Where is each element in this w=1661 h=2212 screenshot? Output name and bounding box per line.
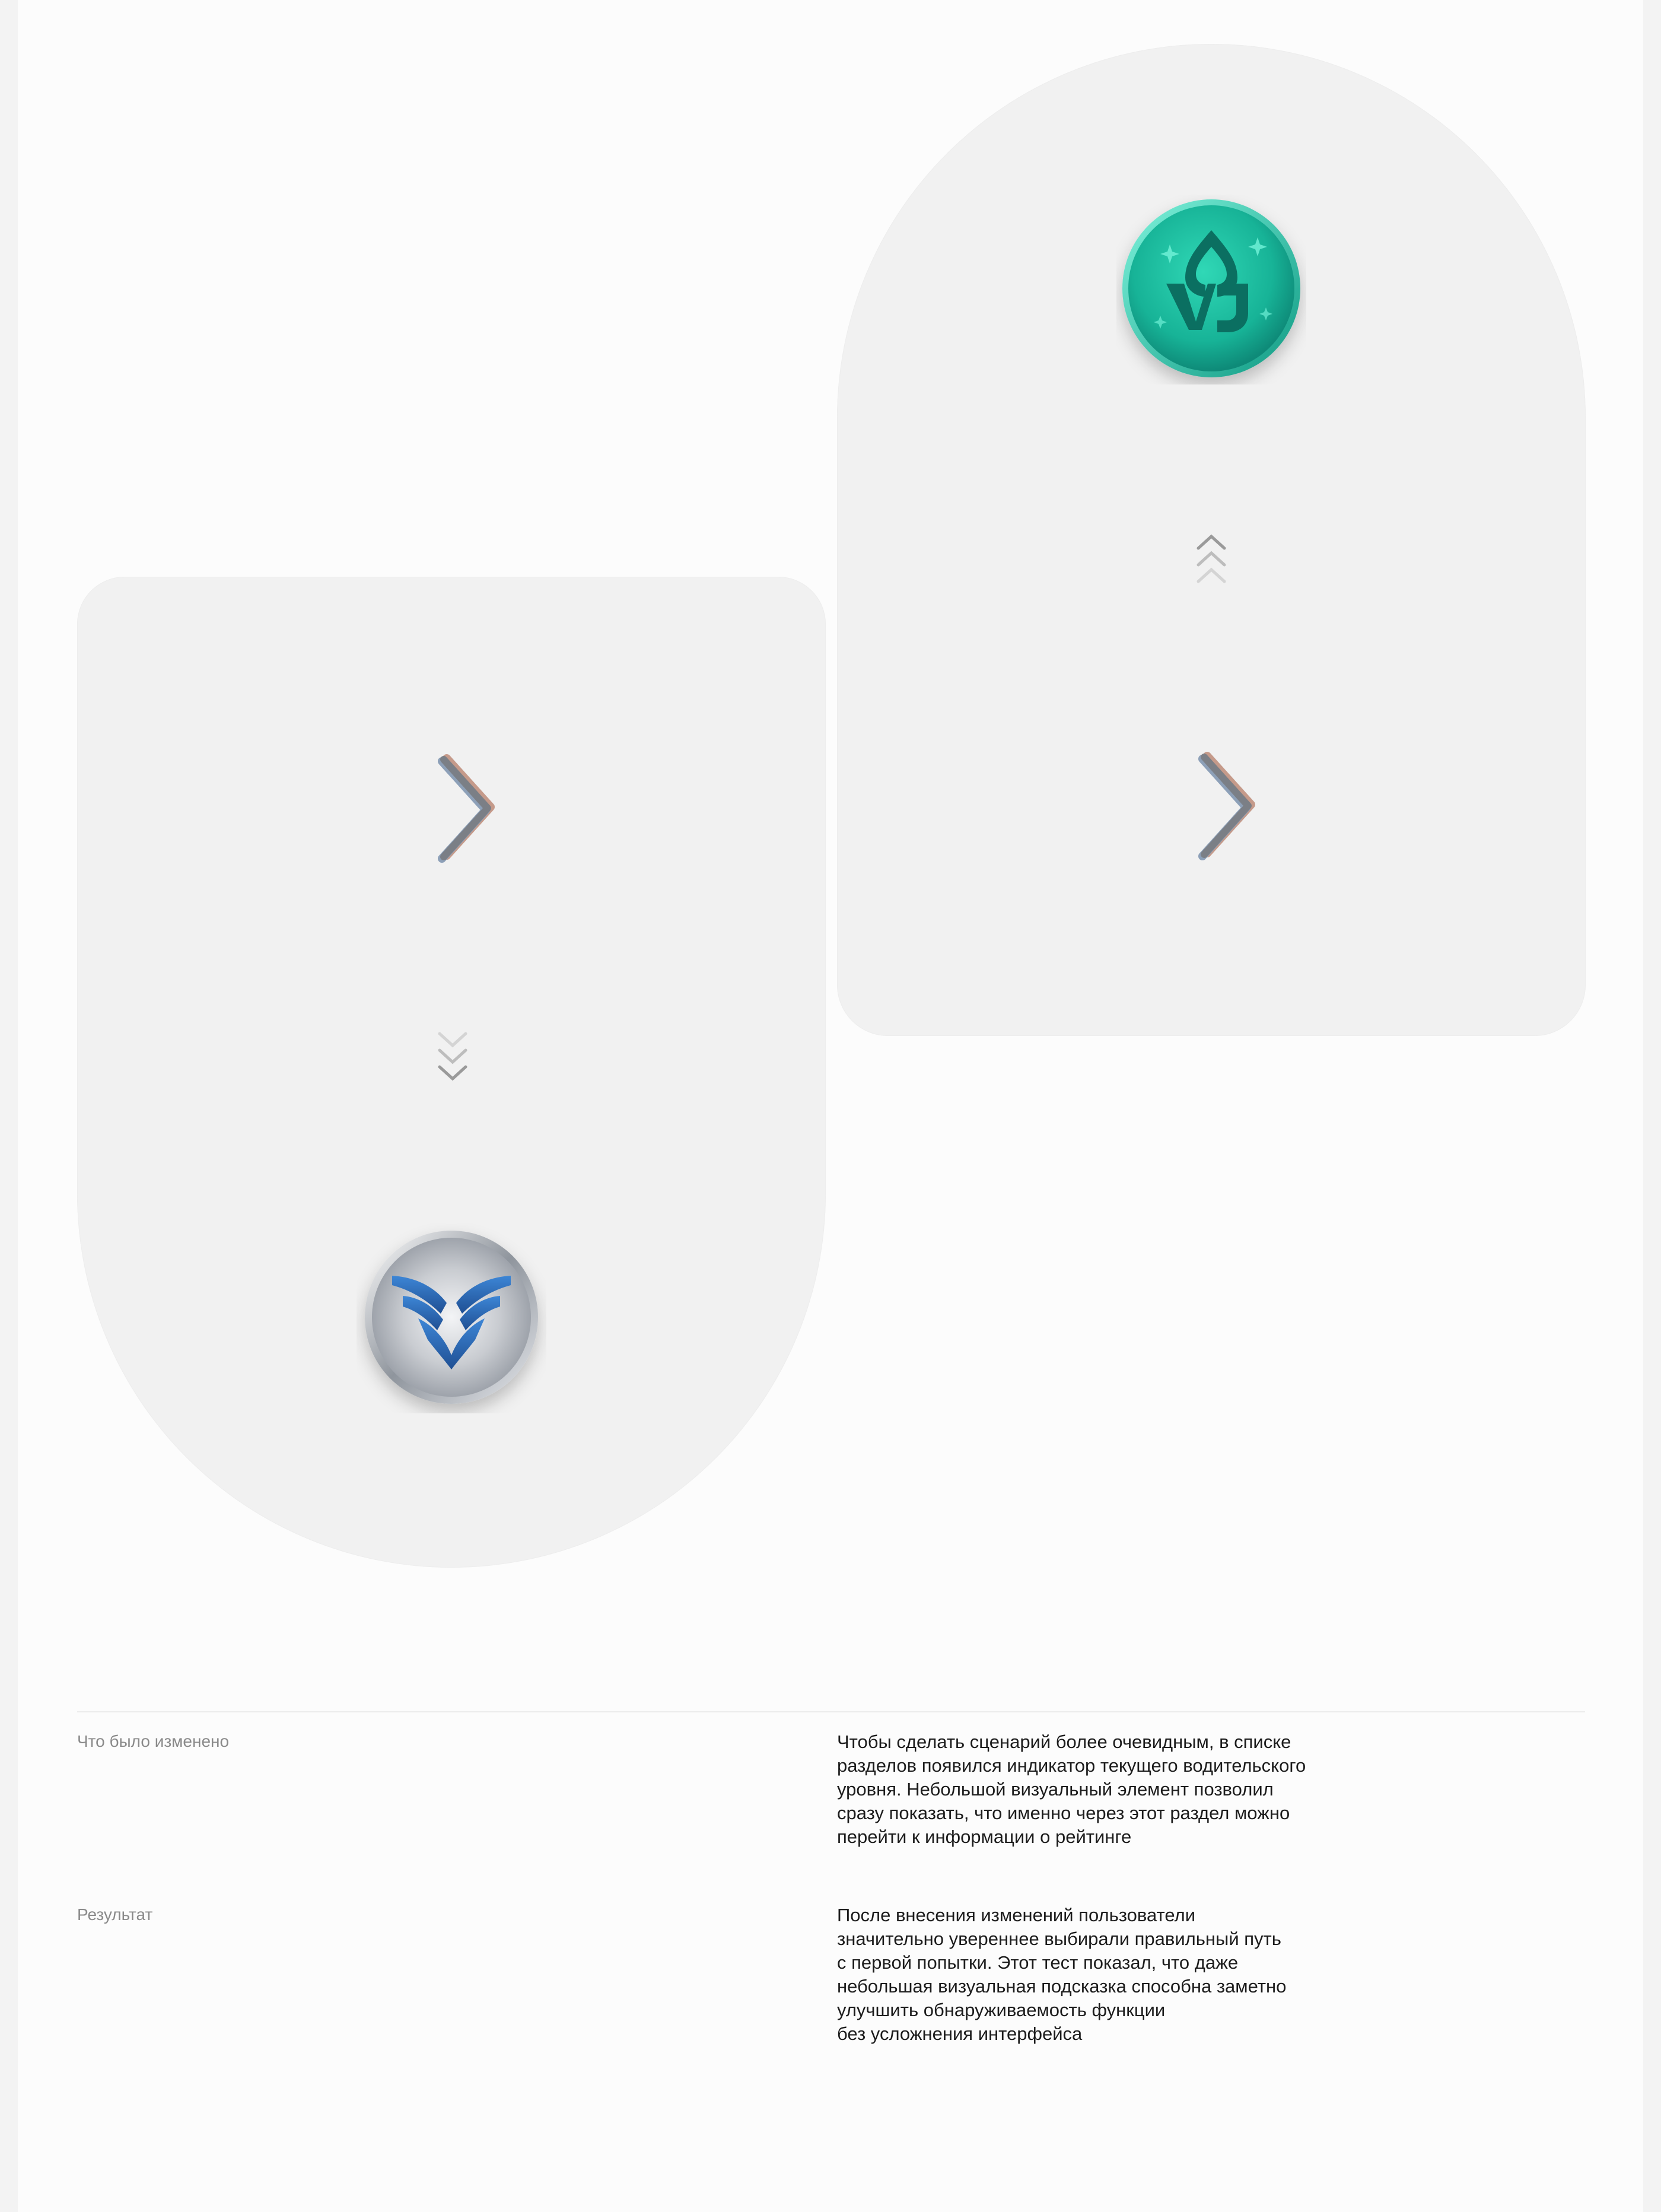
card-driver-level-up [837,44,1586,1036]
text-line: без усложнения интерфейса [837,2023,1083,2044]
text-line: разделов появился индикатор текущего водительского [837,1755,1306,1776]
teal-vj-badge-icon [1116,195,1306,384]
text-line: сразу показать, что именно через этот раздел можно [837,1803,1290,1823]
chevron-double-down-icon [435,1026,470,1086]
chevron-right-icon [433,749,498,867]
section-label-result: Результат [77,1905,153,1924]
card-driver-level-down [77,577,826,1568]
text-line: уровня. Небольшой визуальный элемент позволил [837,1779,1274,1800]
text-line: После внесения изменений пользователи [837,1905,1196,1925]
text-line: перейти к информации о рейтинге [837,1826,1132,1847]
section-label-changes: Что было изменено [77,1732,230,1750]
text-line: улучшить обнаруживаемость функции [837,2000,1166,2020]
chevron-right-icon [1194,746,1259,865]
text-line: небольшая визуальная подсказка способна заметно [837,1976,1287,1997]
chevron-double-up-icon [1194,529,1229,589]
section-body-changes [837,1730,1418,1849]
page [18,0,1643,2212]
section-body-result [837,1903,1418,2046]
text-line: Чтобы сделать сценарий более очевидным, в списке [837,1731,1291,1752]
section-divider [77,1711,1585,1712]
text-line: значительно увереннее выбирали правильный путь [837,1928,1281,1949]
text-line: с первой попытки. Этот тест показал, что даже [837,1952,1239,1973]
silver-wings-badge-icon [357,1223,546,1413]
